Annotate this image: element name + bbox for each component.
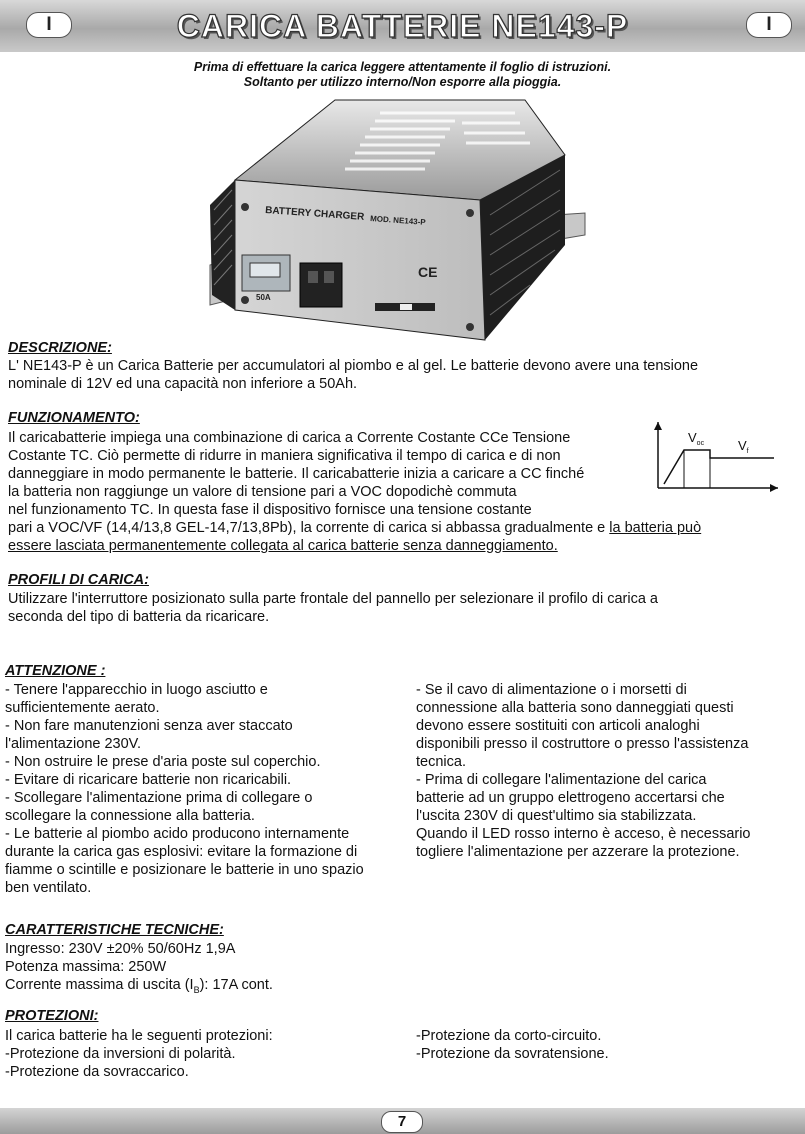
protezioni-right-column xyxy=(416,1027,801,1063)
graph-label-voc: $V_{oc}$ xyxy=(688,430,705,447)
photo-ce-mark: CE xyxy=(418,264,438,280)
section-title-protezioni: PROTEZIONI: xyxy=(5,1008,99,1024)
attenzione-right-line: devono essere sostituiti con articoli analoghi xyxy=(416,718,700,734)
funzionamento-line-3: danneggiare in modo permanente le batterie. Il caricabatterie inizia a caricare a CC finché xyxy=(8,466,585,482)
photo-fuse-label: 50A xyxy=(256,293,271,302)
protezioni-left-line: Il carica batterie ha le seguenti protezioni: xyxy=(5,1028,273,1044)
protezioni-left-line: -Protezione da sovraccarico. xyxy=(5,1064,189,1080)
photo-label-model: MOD. NE143-P xyxy=(369,214,426,227)
attenzione-left-line: - Non fare manutenzioni senza aver staccato xyxy=(5,718,293,734)
attenzione-left-line: - Non ostruire le prese d'aria poste sul coperchio. xyxy=(5,754,321,770)
attenzione-left-line: scollegare la connessione alla batteria. xyxy=(5,808,255,824)
section-title-attenzione: ATTENZIONE : xyxy=(5,663,106,679)
protezioni-right-line: -Protezione da corto-circuito. xyxy=(416,1028,602,1044)
protezioni-right-line: -Protezione da sovratensione. xyxy=(416,1046,609,1062)
attenzione-left-line: durante la carica gas esplosivi: evitare la formazione di xyxy=(5,844,358,860)
protezioni-left-column xyxy=(5,1027,410,1081)
caratteristiche-line-1: Ingresso: 230V ±20% 50/60Hz 1,9A xyxy=(5,941,236,957)
section-title-funzionamento: FUNZIONAMENTO: xyxy=(8,410,140,426)
attenzione-right-line: - Se il cavo di alimentazione o i morsetti di xyxy=(416,682,687,698)
attenzione-right-line: disponibili presso il costruttore o presso l'assistenza xyxy=(416,736,749,752)
attenzione-left-line: - Evitare di ricaricare batterie non ricaricabili. xyxy=(5,772,292,788)
funzionamento-line-1: Il caricabatterie impiega una combinazione di carica a Corrente Costante CCe Tensione xyxy=(8,430,571,446)
caratteristiche-line-3 xyxy=(5,976,273,999)
funzionamento-line-5: nel funzionamento TC. In questa fase il dispositivo fornisce una tensione costante xyxy=(8,502,532,518)
attenzione-right-line: - Prima di collegare l'alimentazione del carica xyxy=(416,772,707,788)
attenzione-left-column xyxy=(5,681,410,897)
descrizione-line-1: L' NE143-P è un Carica Batterie per accumulatori al piombo e al gel. Le batterie devono avere una tensione xyxy=(8,358,699,374)
graph-label-vf: $V_f$ xyxy=(738,438,749,455)
funzionamento-line-6-underlined: la batteria può xyxy=(609,520,702,536)
language-badge-right: I xyxy=(746,12,792,38)
funzionamento-line-2: Costante TC. Ciò permette di ridurre in maniera significativa il tempo di carica e di non xyxy=(8,448,561,464)
caratteristiche-line-3-sub: B xyxy=(193,984,200,995)
attenzione-right-line: batterie ad un gruppo elettrogeno accertarsi che xyxy=(416,790,725,806)
funzionamento-line-6-plain: pari a VOC/VF (14,4/13,8 GEL-14,7/13,8Pb), la corrente di carica si abbassa gradualmente e xyxy=(8,520,610,536)
attenzione-right-column xyxy=(416,681,801,861)
funzionamento-line-6 xyxy=(8,519,701,537)
attenzione-left-line: - Scollegare l'alimentazione prima di collegare o xyxy=(5,790,313,806)
product-photo xyxy=(200,95,590,355)
attenzione-left-line: - Tenere l'apparecchio in luogo asciutto e xyxy=(5,682,268,698)
funzionamento-line-4: la batteria non raggiunge un valore di tensione pari a VOC dopodichè commuta xyxy=(8,484,517,500)
attenzione-right-line: l'uscita 230V di quest'ultimo sia stabilizzata. xyxy=(416,808,697,824)
attenzione-left-line: fiamme o scintille e posizionare le batterie in uno spazio xyxy=(5,862,364,878)
page-number: 7 xyxy=(381,1111,423,1133)
caratteristiche-line-2: Potenza massima: 250W xyxy=(5,959,167,975)
warning-note-2: Soltanto per utilizzo interno/Non esporre alla pioggia. xyxy=(243,75,562,89)
section-title-descrizione: DESCRIZIONE: xyxy=(8,340,112,356)
section-title-profili: PROFILI DI CARICA: xyxy=(8,572,149,588)
attenzione-right-line: connessione alla batteria sono danneggiati questi xyxy=(416,700,734,716)
attenzione-left-line: l'alimentazione 230V. xyxy=(5,736,142,752)
section-title-caratteristiche: CARATTERISTICHE TECNICHE: xyxy=(5,922,224,938)
caratteristiche-line-3-pre: Corrente massima di uscita (I xyxy=(5,977,194,993)
charge-profile-graph xyxy=(650,420,780,500)
attenzione-left-line: - Le batterie al piombo acido producono internamente xyxy=(5,826,350,842)
descrizione-line-2: nominale di 12V ed una capacità non inferiore a 50Ah. xyxy=(8,376,358,392)
caratteristiche-line-3-post: ): 17A cont. xyxy=(199,977,273,993)
protezioni-left-line: -Protezione da inversioni di polarità. xyxy=(5,1046,236,1062)
page-title: CARICA BATTERIE NE143-P xyxy=(176,8,629,44)
profili-line-2: seconda del tipo di batteria da ricaricare. xyxy=(8,609,270,625)
attenzione-right-line: togliere l'alimentazione per azzerare la protezione. xyxy=(416,844,740,860)
profili-line-1: Utilizzare l'interruttore posizionato sulla parte frontale del pannello per selezionare il profilo di carica a xyxy=(8,591,658,607)
attenzione-right-line: tecnica. xyxy=(416,754,466,770)
warning-note-1: Prima di effettuare la carica leggere attentamente il foglio di istruzioni. xyxy=(193,60,612,74)
attenzione-left-line: ben ventilato. xyxy=(5,880,92,896)
funzionamento-line-7: essere lasciata permanentemente collegata al carica batterie senza danneggiamento. xyxy=(8,538,558,554)
graph-curve xyxy=(664,450,774,484)
photo-label-main: BATTERY CHARGER xyxy=(264,205,365,223)
attenzione-right-line: Quando il LED rosso interno è acceso, è necessario xyxy=(416,826,751,842)
language-badge-left: I xyxy=(26,12,72,38)
attenzione-left-line: sufficientemente aerato. xyxy=(5,700,160,716)
